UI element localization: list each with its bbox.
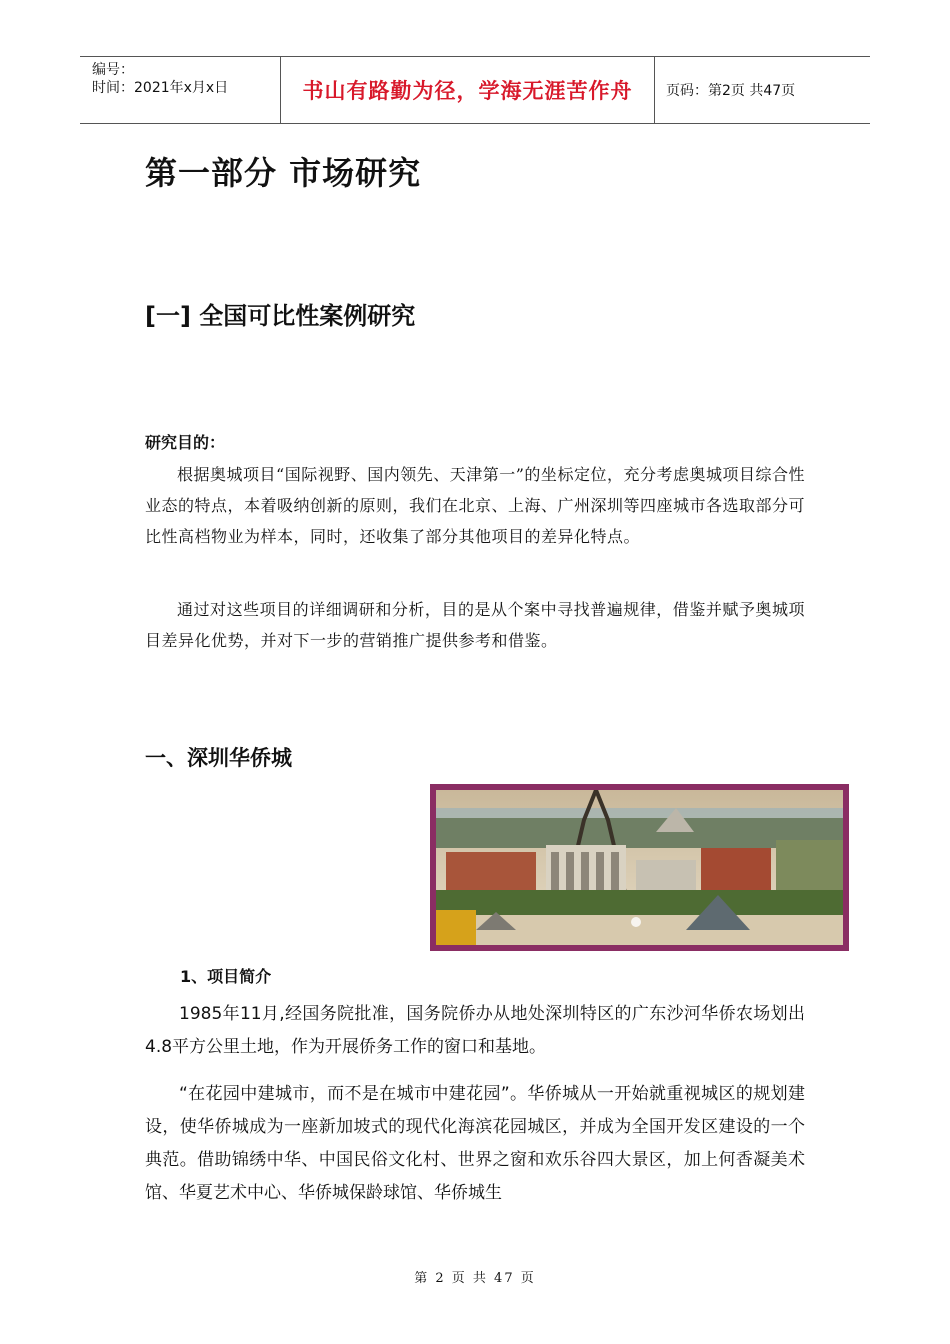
page-footer: 第 2 页 共 47 页 xyxy=(414,1271,536,1286)
body-paragraph: 1985年11月,经国务院批准，国务院侨办从地处深圳特区的广东沙河华侨农场划出4.8平方公里土地，作为开展侨务工作的窗口和基地。 xyxy=(145,1004,805,1057)
section-title: [一] 全国可比性案例研究 xyxy=(145,302,416,330)
project-photo-image xyxy=(436,790,843,945)
subsection-title: 一、深圳华侨城 xyxy=(145,746,292,770)
purpose-paragraph: 根据奥城项目“国际视野、国内领先、天津第一”的坐标定位，充分考虑奥城项目综合性业态的特点，本着吸纳创新的原则，我们在北京、上海、广州深圳等四座城市各选取部分可比性高档物业为样本，同时，还收集了部分其他项目的差异化特点。 xyxy=(145,465,806,546)
project-photo xyxy=(430,784,849,951)
part-title: 第一部分 市场研究 xyxy=(145,154,422,192)
time-label: 时间：2021年x月x日 xyxy=(92,80,229,96)
code-label: 编号： xyxy=(92,62,134,78)
purpose-paragraph: 通过对这些项目的详细调研和分析，目的是从个案中寻找普遍规律，借鉴并赋予奥城项目差异化优势，并对下一步的营销推广提供参考和借鉴。 xyxy=(145,600,805,650)
header-motto: 书山有路勤为径，学海无涯苦作舟 xyxy=(302,78,633,103)
purpose-label: 研究目的： xyxy=(145,433,226,452)
page-header xyxy=(80,56,870,124)
item-title: 1、项目简介 xyxy=(180,967,272,986)
header-meta xyxy=(92,61,228,97)
header-divider xyxy=(654,57,655,123)
body-paragraph: “在花园中建城市，而不是在城市中建花园”。华侨城从一开始就重视城区的规划建设，使华侨城成为一座新加坡式的现代化海滨花园城区，并成为全国开发区建设的一个典范。借助锦绣中华、中国民俗文化村、世界之窗和欢乐谷四大景区，加上何香凝美术馆、华夏艺术中心、华侨城保龄球馆、华侨城生 xyxy=(145,1084,805,1203)
header-page-info: 页码：第2页 共47页 xyxy=(666,83,796,99)
